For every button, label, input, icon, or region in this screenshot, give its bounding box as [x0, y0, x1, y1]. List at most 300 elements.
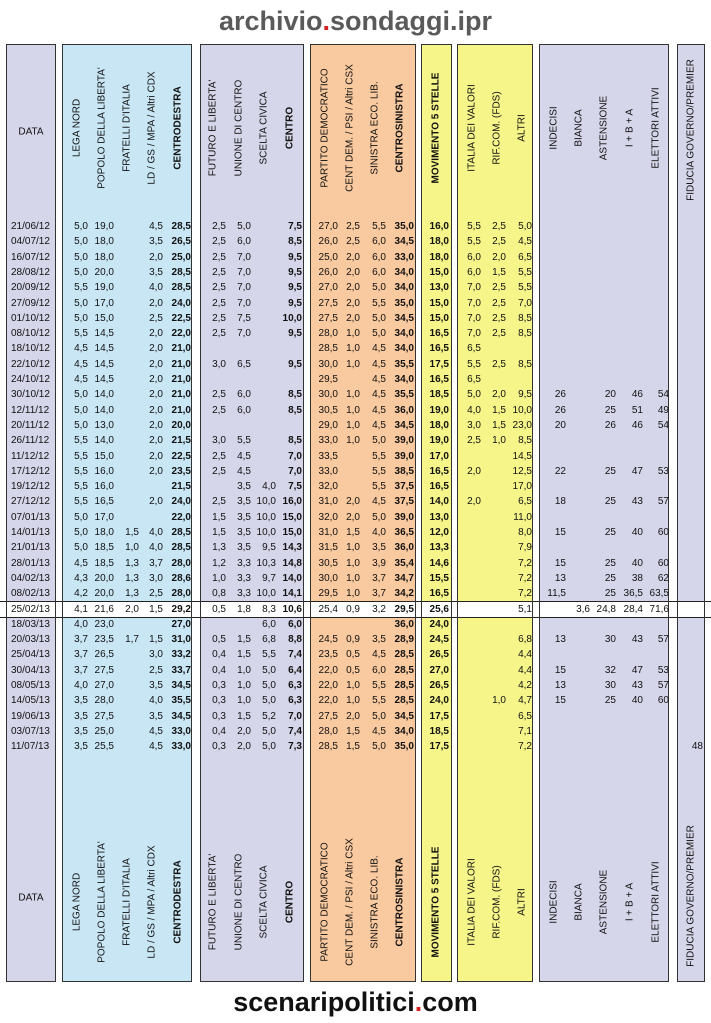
table-cell: 7,0 — [288, 710, 302, 722]
table-cell: 37,5 — [394, 496, 414, 508]
table-cell: 46 — [631, 389, 643, 401]
table-cell: 28,0 — [171, 588, 191, 600]
table-cell: 26 — [554, 404, 566, 416]
table-cell: 24,8 — [596, 603, 616, 615]
table-cell: 2,5 — [149, 664, 163, 676]
table-cell: 21,6 — [94, 603, 114, 615]
table-cell: 6,0 — [372, 251, 386, 263]
table-cell: 20,0 — [94, 572, 114, 584]
table-cell: 4,2 — [518, 680, 532, 691]
table-cell: 6,0 — [372, 664, 386, 676]
table-cell: 5,5 — [372, 695, 386, 707]
table-cell: 2,5 — [492, 328, 506, 340]
table-cell: 1,5 — [492, 419, 506, 431]
table-cell: 34,5 — [171, 710, 191, 722]
table-cell: 25 — [604, 588, 616, 600]
table-cell: 2,0 — [149, 404, 163, 416]
table-cell: 7,5 — [237, 312, 251, 324]
table-cell: 18,0 — [94, 236, 114, 248]
table-cell: 28,5 — [171, 282, 191, 294]
table-cell: 5,0 — [467, 389, 481, 401]
table-cell: 10,3 — [256, 557, 276, 569]
table-cell: 6,0 — [372, 266, 386, 278]
table-cell: 1,5 — [237, 710, 251, 722]
table-cell: 5,0 — [74, 542, 88, 554]
table-cell: 34,5 — [394, 312, 414, 324]
table-cell: 36,0 — [394, 404, 414, 416]
table-cell: 15 — [554, 557, 566, 569]
table-cell: 4,5 — [372, 725, 386, 737]
table-cell: 1,0 — [492, 695, 506, 707]
table-cell: 3,0 — [212, 358, 226, 370]
table-cell: 48 — [691, 741, 703, 753]
column-header: SINISTRA ECO. LIB. — [369, 81, 381, 175]
table-cell: 1,0 — [346, 435, 360, 447]
table-cell: 5,1 — [518, 603, 532, 615]
table-cell: 5,5 — [74, 481, 88, 493]
table-cell: 3,7 — [74, 649, 88, 661]
table-cell: 71,6 — [649, 603, 669, 615]
table-cell: 15 — [554, 695, 566, 707]
column-header-bottom: POPOLO DELLA LIBERTA' — [96, 841, 108, 963]
row-date: 08/02/13 — [11, 588, 50, 600]
table-cell: 26,5 — [171, 236, 191, 248]
table-cell: 16,5 — [429, 588, 449, 600]
table-cell: 10,0 — [256, 527, 276, 538]
table-cell: 3,5 — [237, 542, 251, 554]
row-date: 30/10/12 — [11, 389, 50, 401]
table-cell: 18,0 — [94, 527, 114, 538]
table-cell: 3,0 — [467, 419, 481, 431]
table-cell: 6,5 — [467, 374, 481, 385]
column-header-bottom: SCELTA CIVICA — [258, 865, 270, 939]
brand-title-top-dot: . — [322, 6, 331, 36]
table-cell: 16,5 — [429, 481, 449, 493]
brand-title-top — [0, 2, 711, 40]
table-cell: 10,0 — [282, 312, 302, 324]
column-header: RIF.COM. (FDS) — [491, 91, 503, 165]
row-date: 04/02/13 — [11, 572, 50, 584]
table-cell: 25 — [604, 465, 616, 477]
table-cell: 4,4 — [518, 649, 532, 661]
table-cell: 5,0 — [372, 710, 386, 722]
table-cell: 0,5 — [346, 664, 360, 676]
table-cell: 29,2 — [171, 603, 191, 615]
table-cell: 47 — [631, 465, 643, 477]
table-cell: 1,0 — [346, 358, 360, 370]
column-header-bottom: LEGA NORD — [71, 872, 83, 932]
table-cell: 3,5 — [74, 741, 88, 753]
table-cell: 5,0 — [74, 511, 88, 523]
table-cell: 8,8 — [288, 634, 302, 646]
table-cell: 4,5 — [237, 465, 251, 477]
column-header: FUTURO E LIBERTA' — [207, 79, 219, 177]
table-cell: 6,5 — [237, 358, 251, 370]
table-cell: 1,0 — [346, 557, 360, 569]
date-header-bottom: DATA — [18, 892, 44, 904]
table-cell: 63,5 — [649, 588, 669, 600]
column-header-bottom: FRATELLI D'ITALIA — [121, 858, 133, 946]
table-cell: 28,9 — [394, 634, 414, 646]
table-cell: 30 — [604, 680, 616, 691]
table-cell: 57 — [657, 496, 669, 508]
table-cell: 16,0 — [94, 481, 114, 493]
table-cell: 5,0 — [372, 282, 386, 294]
table-cell: 28,5 — [394, 695, 414, 707]
table-cell: 46 — [631, 419, 643, 431]
column-header-bottom: BIANCA — [573, 883, 585, 921]
table-cell: 5,0 — [74, 266, 88, 278]
table-cell: 34,5 — [394, 710, 414, 722]
table-cell: 34,0 — [394, 343, 414, 355]
column-header-bottom: CENTROSINISTRA — [394, 857, 406, 947]
table-cell: 13,0 — [94, 419, 114, 431]
table-cell: 2,0 — [149, 450, 163, 462]
table-cell: 15,0 — [429, 266, 449, 278]
table-cell: 33,0 — [318, 435, 338, 447]
table-cell: 4,7 — [518, 695, 532, 707]
table-cell: 5,5 — [372, 465, 386, 477]
column-header-bottom: FUTURO E LIBERTA' — [207, 853, 219, 951]
table-cell: 9,5 — [288, 266, 302, 278]
column-header-bottom: ASTENSIONE — [598, 869, 610, 935]
table-cell: 9,5 — [262, 542, 276, 554]
table-cell: 30,0 — [318, 358, 338, 370]
row-date: 17/12/12 — [11, 465, 50, 477]
row-date: 27/09/12 — [11, 297, 50, 309]
table-cell: 4,5 — [74, 358, 88, 370]
table-cell: 23,5 — [94, 634, 114, 646]
table-cell: 18,0 — [429, 236, 449, 248]
table-cell: 5,0 — [262, 741, 276, 753]
table-cell: 15,0 — [282, 511, 302, 523]
table-cell: 4,0 — [372, 527, 386, 538]
table-cell: 0,9 — [346, 634, 360, 646]
brand-title-bottom — [0, 983, 711, 1021]
brand-title-bottom-dot: . — [414, 987, 423, 1017]
table-cell: 8,5 — [288, 236, 302, 248]
table-cell: 2,0 — [149, 389, 163, 401]
table-cell: 34,5 — [171, 680, 191, 691]
table-cell: 5,0 — [237, 221, 251, 232]
table-cell: 3,2 — [372, 603, 386, 615]
table-cell: 39,0 — [394, 435, 414, 447]
table-cell: 16,0 — [429, 221, 449, 232]
row-date: 26/11/12 — [11, 435, 50, 447]
table-cell: 17,5 — [429, 741, 449, 753]
table-cell: 20 — [604, 389, 616, 401]
table-cell: 6,0 — [288, 618, 302, 630]
table-cell: 5,0 — [262, 664, 276, 676]
table-cell: 2,5 — [149, 588, 163, 600]
table-cell: 16,0 — [94, 465, 114, 477]
table-cell: 21,0 — [171, 374, 191, 385]
table-cell: 27,5 — [318, 297, 338, 309]
table-cell: 21,0 — [171, 404, 191, 416]
row-date: 25/02/13 — [11, 603, 50, 615]
table-cell: 7,2 — [518, 741, 532, 753]
table-cell: 8,5 — [288, 404, 302, 416]
table-cell: 27,0 — [318, 282, 338, 294]
table-cell: 1,0 — [346, 695, 360, 707]
column-header: CENT DEM. / PSI / Altri CSX — [344, 64, 356, 192]
table-cell: 23,0 — [94, 618, 114, 630]
table-cell: 5,0 — [74, 312, 88, 324]
column-header-bottom: SINISTRA ECO. LIB. — [369, 855, 381, 949]
table-cell: 29,5 — [318, 374, 338, 385]
table-cell: 2,0 — [467, 465, 481, 477]
table-cell: 3,5 — [74, 710, 88, 722]
table-cell: 23,0 — [512, 419, 532, 431]
table-cell: 2,5 — [467, 435, 481, 447]
table-cell: 32,0 — [318, 481, 338, 493]
table-cell: 5,0 — [74, 404, 88, 416]
table-cell: 26,5 — [429, 649, 449, 661]
table-cell: 30,5 — [318, 557, 338, 569]
table-cell: 18,0 — [94, 251, 114, 263]
table-cell: 1,0 — [346, 328, 360, 340]
table-cell: 18,5 — [429, 725, 449, 737]
table-cell: 0,3 — [212, 695, 226, 707]
table-cell: 2,5 — [212, 465, 226, 477]
table-cell: 2,0 — [149, 251, 163, 263]
column-header: CENTRO — [284, 106, 296, 150]
table-cell: 33,0 — [171, 725, 191, 737]
table-cell: 25 — [604, 695, 616, 707]
table-cell: 0,4 — [212, 649, 226, 661]
column-header-bottom: I + B + A — [624, 882, 636, 922]
table-cell: 14,0 — [429, 496, 449, 508]
table-cell: 57 — [657, 634, 669, 646]
table-cell: 30 — [604, 634, 616, 646]
table-cell: 4,5 — [372, 358, 386, 370]
table-cell: 1,0 — [492, 435, 506, 447]
table-cell: 4,0 — [262, 481, 276, 493]
table-cell: 2,0 — [346, 511, 360, 523]
column-header: BIANCA — [573, 109, 585, 147]
brand-title-bottom-text-start: scenaripolitici — [233, 987, 415, 1017]
table-cell: 10,0 — [256, 496, 276, 508]
table-cell: 38,5 — [394, 465, 414, 477]
row-date: 12/11/12 — [11, 404, 50, 416]
table-cell: 3,5 — [149, 710, 163, 722]
table-cell: 22 — [554, 465, 566, 477]
table-cell: 1,5 — [346, 725, 360, 737]
table-cell: 3,5 — [149, 680, 163, 691]
table-cell: 2,0 — [346, 496, 360, 508]
table-cell: 17,5 — [429, 710, 449, 722]
table-cell: 33,0 — [394, 251, 414, 263]
row-date: 21/01/13 — [11, 542, 50, 554]
row-date: 27/12/12 — [11, 496, 50, 508]
table-cell: 27,5 — [94, 710, 114, 722]
table-cell: 4,5 — [372, 419, 386, 431]
table-cell: 4,0 — [149, 527, 163, 538]
table-cell: 2,5 — [212, 282, 226, 294]
table-cell: 5,5 — [467, 358, 481, 370]
table-cell: 14,5 — [94, 328, 114, 340]
table-cell: 24,0 — [171, 297, 191, 309]
table-cell: 2,5 — [346, 221, 360, 232]
column-header-bottom: CENTRO — [284, 880, 296, 924]
row-date: 19/12/12 — [11, 481, 50, 493]
table-cell: 28,6 — [171, 572, 191, 584]
table-cell: 5,5 — [74, 435, 88, 447]
table-cell: 25 — [604, 572, 616, 584]
table-cell: 4,5 — [237, 450, 251, 462]
table-cell: 11,0 — [513, 511, 532, 523]
table-cell: 1,3 — [125, 572, 139, 584]
table-cell: 1,0 — [346, 680, 360, 691]
table-cell: 57 — [657, 680, 669, 691]
table-cell: 7,5 — [288, 481, 302, 493]
table-cell: 3,3 — [237, 572, 251, 584]
table-cell: 21,0 — [171, 389, 191, 401]
table-cell: 53 — [657, 465, 669, 477]
table-cell: 60 — [657, 695, 669, 707]
table-cell: 28,5 — [394, 680, 414, 691]
table-cell: 18 — [554, 496, 566, 508]
table-cell: 3,0 — [149, 572, 163, 584]
table-cell: 47 — [631, 664, 643, 676]
table-cell: 35,0 — [394, 297, 414, 309]
column-header: INDECISI — [548, 106, 560, 150]
table-cell: 35,5 — [394, 389, 414, 401]
table-cell: 1,0 — [237, 695, 251, 707]
table-cell: 32 — [604, 664, 616, 676]
table-cell: 7,0 — [467, 328, 481, 340]
table-cell: 5,5 — [372, 680, 386, 691]
table-cell: 7,1 — [518, 725, 532, 737]
table-cell: 4,5 — [149, 741, 163, 753]
table-cell: 2,0 — [149, 358, 163, 370]
table-cell: 3,5 — [237, 481, 251, 493]
table-cell: 1,0 — [237, 664, 251, 676]
table-cell: 24,0 — [171, 496, 191, 508]
table-cell: 2,0 — [237, 741, 251, 753]
table-cell: 5,0 — [372, 435, 386, 447]
table-cell: 5,5 — [372, 450, 386, 462]
table-cell: 6,0 — [237, 236, 251, 248]
table-cell: 3,0 — [212, 435, 226, 447]
table-cell: 20,0 — [94, 588, 114, 600]
table-cell: 26 — [554, 389, 566, 401]
table-cell: 14,5 — [94, 343, 114, 355]
table-cell: 5,5 — [467, 221, 481, 232]
table-cell: 0,9 — [346, 603, 360, 615]
table-cell: 8,5 — [518, 435, 532, 447]
table-cell: 5,5 — [372, 221, 386, 232]
table-cell: 3,0 — [149, 649, 163, 661]
table-cell: 1,5 — [346, 527, 360, 538]
table-cell: 1,5 — [149, 634, 163, 646]
column-header-bottom: RIF.COM. (FDS) — [491, 865, 503, 939]
table-cell: 29,5 — [394, 603, 414, 615]
table-cell: 1,5 — [492, 404, 506, 416]
table-cell: 3,7 — [149, 557, 163, 569]
table-cell: 34,0 — [394, 282, 414, 294]
table-cell: 7,0 — [288, 465, 302, 477]
column-header-bottom: LD / GS / MPA / Altri CDX — [146, 845, 158, 959]
table-cell: 27,0 — [429, 664, 449, 676]
table-cell: 7,0 — [467, 312, 481, 324]
table-cell: 27,0 — [318, 221, 338, 232]
table-cell: 5,5 — [262, 649, 276, 661]
table-cell: 3,9 — [372, 557, 386, 569]
table-cell: 5,2 — [262, 710, 276, 722]
table-cell: 27,5 — [318, 710, 338, 722]
table-cell: 12,0 — [429, 527, 449, 538]
table-cell: 15,0 — [282, 527, 302, 538]
table-cell: 17,0 — [94, 297, 114, 309]
table-cell: 22,0 — [318, 695, 338, 707]
table-cell: 5,5 — [467, 236, 481, 248]
table-cell: 28,0 — [171, 557, 191, 569]
table-cell: 0,4 — [212, 664, 226, 676]
table-cell: 35,0 — [394, 221, 414, 232]
table-cell: 23,5 — [318, 649, 338, 661]
table-cell: 4,5 — [149, 725, 163, 737]
table-cell: 24,0 — [429, 695, 449, 707]
table-cell: 1,5 — [237, 634, 251, 646]
table-cell: 4,5 — [372, 374, 386, 385]
table-cell: 25 — [604, 404, 616, 416]
table-cell: 40 — [631, 695, 643, 707]
table-cell: 14,8 — [282, 557, 302, 569]
table-cell: 36,5 — [394, 527, 414, 538]
table-cell: 1,0 — [346, 389, 360, 401]
table-cell: 15 — [554, 527, 566, 538]
table-cell: 5,5 — [74, 465, 88, 477]
table-cell: 2,0 — [346, 251, 360, 263]
table-cell: 16,5 — [429, 465, 449, 477]
table-cell: 7,0 — [237, 328, 251, 340]
column-header-bottom: FIDUCIA GOVERNO/PREMIER — [685, 825, 697, 967]
table-cell: 4,2 — [74, 588, 88, 600]
table-cell: 17,0 — [429, 450, 449, 462]
row-date: 24/10/12 — [11, 374, 50, 385]
table-cell: 18,5 — [94, 557, 114, 569]
table-cell: 28,4 — [623, 603, 643, 615]
column-header: FRATELLI D'ITALIA — [121, 84, 133, 172]
table-cell: 30,0 — [318, 389, 338, 401]
table-cell: 9,5 — [518, 389, 532, 401]
table-cell: 25,5 — [94, 741, 114, 753]
table-cell: 2,5 — [492, 221, 506, 232]
table-cell: 5,0 — [518, 221, 532, 232]
table-cell: 27,5 — [318, 312, 338, 324]
table-cell: 3,5 — [149, 236, 163, 248]
row-date: 21/06/12 — [11, 221, 50, 232]
table-cell: 34,5 — [394, 236, 414, 248]
table-cell: 1,5 — [149, 603, 163, 615]
table-cell: 0,8 — [212, 588, 226, 600]
table-cell: 25,0 — [94, 725, 114, 737]
table-cell: 7,0 — [467, 297, 481, 309]
table-cell: 4,5 — [372, 343, 386, 355]
table-cell: 10,6 — [282, 603, 302, 615]
column-header-bottom: ITALIA DEI VALORI — [466, 858, 478, 946]
table-cell: 9,5 — [288, 251, 302, 263]
column-header: ITALIA DEI VALORI — [466, 84, 478, 172]
column-header: CENTRODESTRA — [172, 86, 184, 170]
table-cell: 60 — [657, 527, 669, 538]
table-cell: 34,0 — [394, 328, 414, 340]
table-cell: 4,3 — [74, 572, 88, 584]
table-cell: 1,3 — [212, 542, 226, 554]
table-cell: 6,4 — [288, 664, 302, 676]
row-date: 20/09/12 — [11, 282, 50, 294]
